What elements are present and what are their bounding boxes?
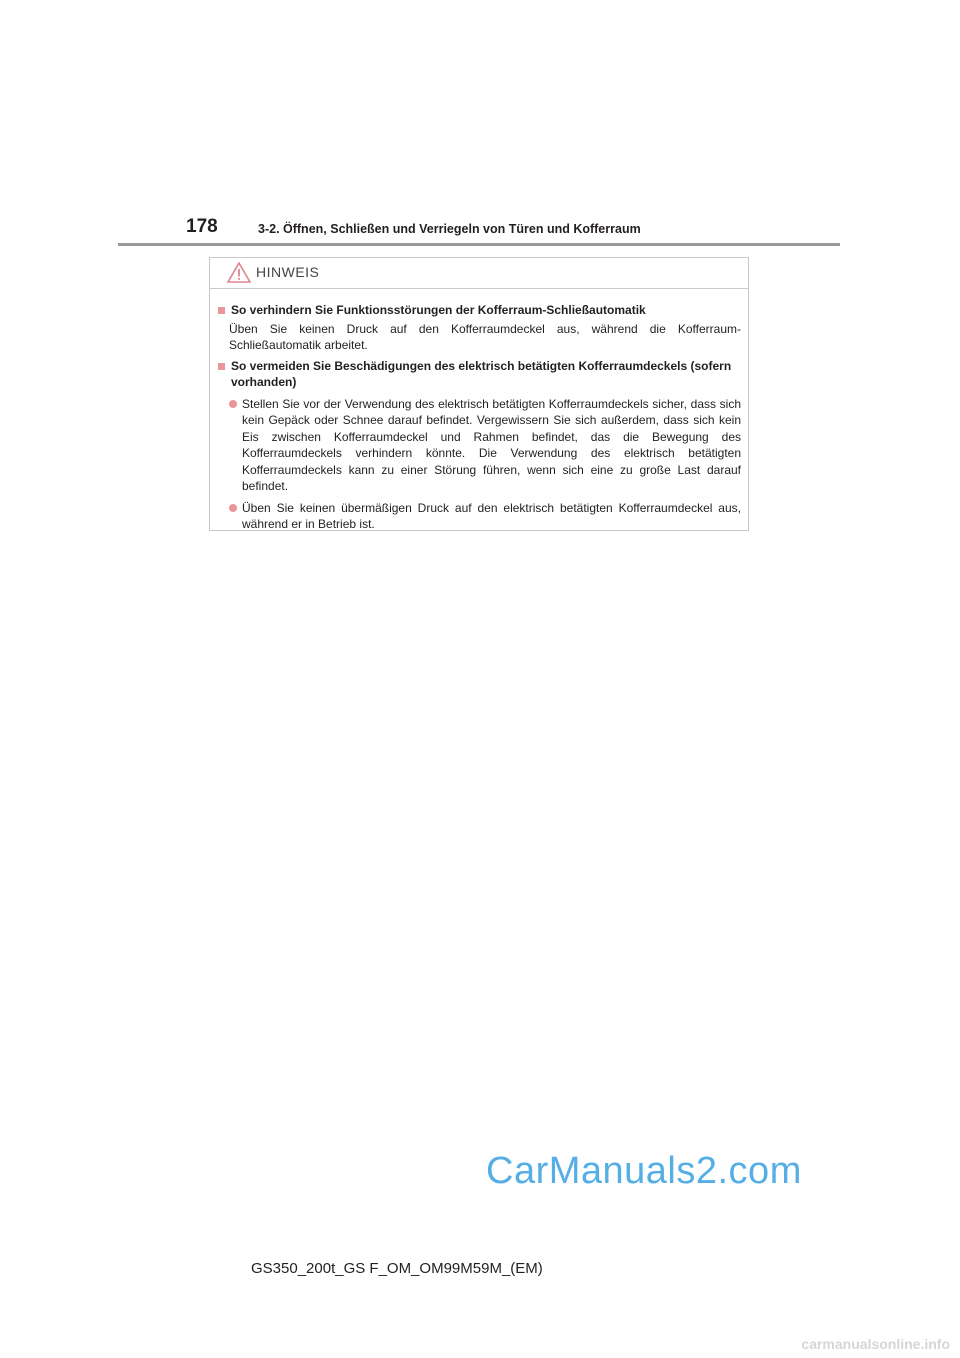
section-heading: [218, 302, 741, 319]
section-title: 3-2. Öffnen, Schließen und Verriegeln von Türen und Kofferraum: [258, 222, 641, 236]
footer-code: GS350_200t_GS F_OM_OM99M59M_(EM): [251, 1260, 543, 1277]
page-number: 178: [186, 216, 218, 237]
section-heading-text: So verhindern Sie Funktionsstörungen der Kofferraum-Schließautomatik: [231, 303, 646, 317]
notice-header: [210, 258, 748, 289]
bullet-text: Stellen Sie vor der Verwendung des elektrisch betätigten Kofferraumdeckels sicher, dass sich kein Gepäck oder Schnee darauf befindet. Vergewissern Sie sich außerdem, dass sich kein Eis zwischen Kofferraumdeckel und Rahmen befindet, das die Bewegung des Kofferraumdeckels verhindern könnte. Die Verwendung des elektrisch betätigten Kofferraumdeckels kann zu einer Störung führen, wenn sich eine zu große Last darauf befindet.: [242, 396, 741, 493]
dot-bullet-icon: [229, 504, 237, 512]
notice-box: [209, 257, 749, 531]
watermark: CarManuals2.com: [486, 1150, 802, 1192]
bullet-item: [218, 500, 741, 533]
square-bullet-icon: [218, 307, 225, 314]
section-heading-text: So vermeiden Sie Beschädigungen des elektrisch betätigten Kofferraumdeckels (sofern vorhanden): [231, 358, 732, 389]
bullet-item: [218, 396, 741, 495]
notice-label: HINWEIS: [256, 264, 320, 280]
bottom-watermark: carmanualsonline.info: [801, 1336, 950, 1352]
section-text: Üben Sie keinen Druck auf den Kofferraumdeckel aus, während die Kofferraum-Schließautomatik arbeitet.: [229, 321, 741, 352]
header-rule: [118, 243, 840, 246]
section-heading: [218, 358, 741, 391]
dot-bullet-icon: [229, 400, 237, 408]
warning-triangle-icon: [227, 262, 251, 283]
square-bullet-icon: [218, 363, 225, 370]
bullet-text: Üben Sie keinen übermäßigen Druck auf den elektrisch betätigten Kofferraumdeckel aus, während er in Betrieb ist.: [242, 500, 741, 531]
notice-body: [210, 289, 748, 533]
